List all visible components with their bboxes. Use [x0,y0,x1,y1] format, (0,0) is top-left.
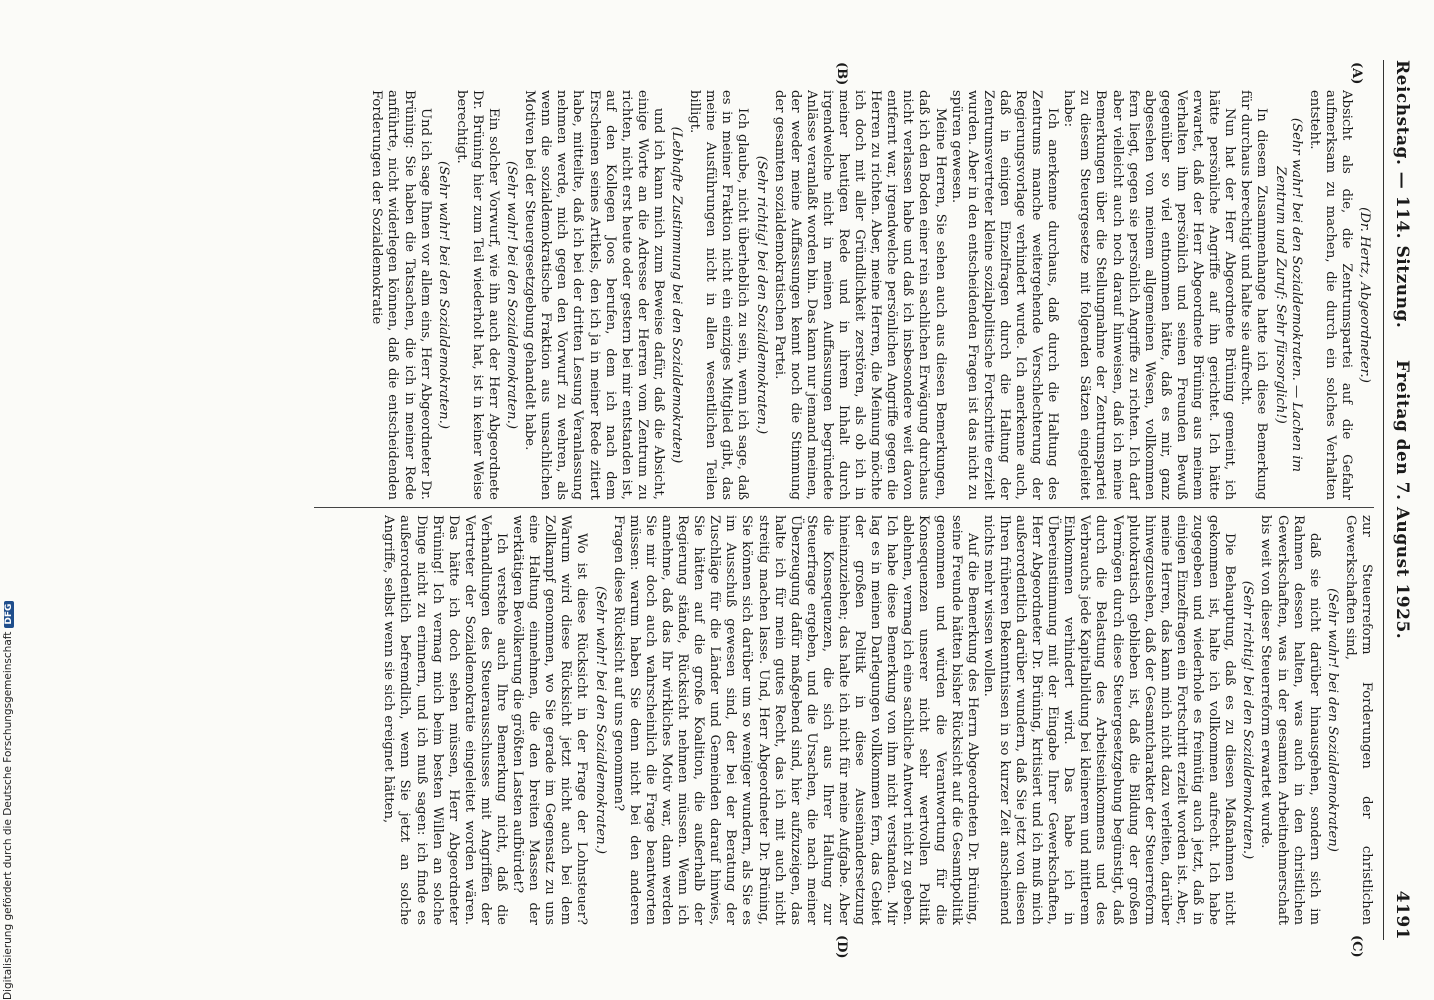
column-separator [314,507,1374,508]
interjection: (Sehr wahr! bei den Sozialdemokraten) [1324,588,1340,852]
margin-mark-c: (C) [1349,935,1364,958]
header-rule [1383,60,1384,940]
page-number: 4191 [1392,890,1412,940]
paragraph: Ich glaube, nicht überheblich zu sein, wenn ich sage, daß es in meiner Fraktion nicht ein einziges Mitglied gibt, das meine Ausführungen nicht in allen wesentlichen Teilen billigt. [687,90,751,500]
paragraph: Ich anerkenne durchaus, daß durch die Haltung des Zentrums manche weitergehende Verschlechterung der Regierungsvorlage verhindert wurde. Ich anerkenne auch, daß in einigen Einzelfragen durch die Haltung der Zentrumsvertreter kleine sozialpolitische Fortschritte erzielt wurden. Aber in den entscheidenden Fragen ist das nicht zu spüren gewesen. [948,90,1061,500]
paragraph: Die Behauptung, daß es zu diesen Maßnahmen nicht gekommen ist, halte ich vollkommen aufrecht. Ich habe zugegeben und wiederhole es freimütig auch jetzt, daß in einigen Einzelfragen ein Fortschritt erzielt worden ist. Aber, meine Herren, das kann mich nicht dazu verleiten, darüber hinwegzusehen, daß der Gesamtcharakter der Steuerreform plutokratisch geblieben ist, daß die Bildung der großen Vermögen durch diese Steuergesetzgebung begünstigt, daß durch die Belastung des Arbeitseinkommens und des Verbrauchs jede Kapitalbildung bei kleinerem und mittlerem Einkommen verhindert wird. Das habe ich in Übereinstimmung mit der Eingabe Ihrer Gewerkschaften, Herr Abgeordneter Dr. Brüning, kritisiert und ich muß mich außerordentlich darüber wundern, daß Sie jetzt von diesen Ihren früheren Bekenntnissen in so kurzer Zeit anscheinend nichts mehr wissen wollen. [980,515,1238,925]
interjection: (Sehr wahr! bei den Sozialdemokraten.) [504,161,520,429]
credit-text: Digitalisierung gefördert durch die Deutsche Forschungsgemeinschaft [2,631,14,1000]
paragraph: Meine Herren, Sie sehen auch aus diesen Bemerkungen, daß ich den Boden einer rein sachlichen Erwägung durchaus nicht verlassen habe und daß ich insbesondere weit davon entfernt war, irgendwelche persönlichen Angriffe gegen die Herren zu richten. Aber, meine Herren, die Meinung möchte ich doch mit aller Gründlichkeit zerstören, als ob ich in meiner heutigen Rede und in ihrem Inhalt durch irgendwelche nicht in meinen Auffassungen begründete Anlässe veranlaßt worden bin. Das kann nur jemand meinen, der weder meine Auffassungen kennt noch die Stimmung der gesamten sozialdemokratischen Partei. [771,90,948,500]
paragraph: Auf die Bemerkung des Herrn Abgeordneten Dr. Brüning, seine Freunde hätten bisher Rücksicht auf die Gesamtpolitik genommen und würden die Verantwortung für die Konsequenzen unserer nicht sehr wertvollen Politik ablehnen, vermag ich eine sachliche Antwort nicht zu geben. Ich habe diese Bemerkung von ihm nicht verstanden. Mir lag es in meinen Darlegungen vollkommen fern, das Gebiet der großen Politik in diese Auseinandersetzung hineinzuziehen; das halte ich nicht für meine Aufgabe. Aber die Konsequenzen, die sich aus Ihrer Haltung zur Steuerfrage ergeben, und die Ursachen, die nach meiner Überzeugung dafür maßgebend sind, hier aufzuzeigen, das halte ich für mein gutes Recht, das ich mit auch nicht streitig machen lasse. Und, Herr Abgeordneter Dr. Brüning, Sie können sich darüber um so weniger wundern, als Sie es im Ausschuß gewesen sind, der bei der Beratung der Zuschläge für die Länder und Gemeinden darauf hinwies, Sie hätten auf die große Koalition, die außerhalb der Regierung stände, Rücksicht nehmen müssen. Wenn ich annehme, daß das Ihr wirkliches Motiv war, dann werden Sie mir doch auch wahrscheinlich die Frage beantworten müssen: warum haben Sie denn nicht bei den anderen Fragen diese Rücksicht auf uns genommen? [610,515,980,925]
paragraph: und ich kann mich zum Beweise dafür, daß die Absicht, einige Worte an die Adresse der Herren vom Zentrum zu richten, nicht erst heute oder gestern bei mir entstanden ist, auf den Kollegen Joos berufen, dem ich nach dem Erscheinen seines Artikels, den ich ja in meiner Rede zitiert habe, mitteilte, daß ich bei der dritten Lesung Veranlassung nehmen werde, mich gegen den Vorwurf zu wehren, als wenn die sozialdemokratische Fraktion aus unsachlichen Motiven bei der Steuergesetzgebung gehandelt habe. [522,90,666,500]
interjection: (Sehr richtig! bei den Sozialdemokraten.) [753,155,769,435]
running-header [1382,60,1412,940]
paragraph: Wo ist diese Rücksicht in der Frage der Lohnsteuer? Warum wird diese Rücksicht jetzt nicht auch bei dem Zollkampf genommen, wo Sie gerade im Gegensatz zu uns eine Haltung einnehmen, die den breiten Massen der werktätigen Bevölkerung die größten Lasten aufbürdet? [510,515,590,925]
paragraph: Ein solcher Vorwurf, wie ihn auch der Herr Abgeordnete Dr. Brüning hier zum Teil wiederholt hat, ist in keiner Weise berechtigt. [453,90,502,500]
paragraph: Absicht als die, die Zentrumspartei auf die Gefahr aufmerksam zu machen, die durch ein solches Verhalten entsteht. [1306,90,1354,500]
interjection: (Sehr richtig! bei den Sozialdemokraten.) [1240,580,1256,860]
interjection: (Sehr wahr! bei den Sozialdemokraten. — Lachen im Zentrum und Zuruf: Sehr fürsorglich!) [1272,117,1304,473]
paragraph: Nun hat der Herr Abgeordnete Brüning gemeint, ich hätte persönliche Angriffe auf ihn gerichtet. Ich hätte erwartet, daß der Herr Abgeordnete Brüning aus meinem Verhalten ihm persönlich und seinen Freunden Bewuß gegenüber so viel entnommen hätte, daß es mir, ganz abgesehen von meinem allgemeinen Wesen, vollkommen fern liegt, gegen sie persönlich Angriffe zu richten. Ich darf aber vielleicht auch noch darauf hinweisen, daß ich meine Bemerkungen über die Stellungnahme der Zentrumspartei zu diesem Steuergesetze mit folgenden Sätzen eingeleitet habe: [1061,90,1238,500]
left-column [314,90,1374,500]
dfg-logo: DFG [4,601,14,628]
paragraph: In diesem Zusammenhange hatte ich diese Bemerkung für durchaus berechtigt und halte sie aufrecht. [1238,90,1270,500]
margin-mark-b: (B) [834,62,849,86]
speaker-label: (Dr. Hertz, Abgeordneter.) [1357,207,1372,383]
header-left: Reichstag. — 114. Sitzung. [1392,60,1412,329]
margin-mark-d: (D) [834,935,849,959]
paragraph: zur Steuerreform Forderungen der christlichen Gewerkschaften sind, [1342,515,1374,925]
header-center: Freitag den 7. August 1925. [1392,360,1412,640]
right-column [314,515,1374,925]
interjection: (Lebhafte Zustimmung bei den Sozialdemokraten) [669,126,685,464]
paragraph: daß sie nicht darüber hinausgehen, sondern sich im Rahmen dessen halten, was auch in den christlichen Gewerkschaften, was in der gesamten Arbeitnehmerschaft bis weit von dieser Steuerreform erwartet wurde. [1258,515,1322,925]
paragraph: Und ich sage Ihnen vor allem eins, Herr Abgeordneter Dr. Brüning: Sie haben die Tatsachen, die ich in meiner Rede anführte, nicht widerlegen können, daß die entscheidenden Forderungen der Sozialdemokratie [369,90,433,500]
interjection: (Sehr wahr! bei den Sozialdemokraten.) [592,586,608,854]
digitization-credit [2,601,14,1000]
paragraph: Ich verstehe auch Ihre Bemerkung nicht, daß die Verhandlungen des Steuerausschusses mit Angriffen der Vertreter der Sozialdemokratie eingeleitet worden wären. Das hätte ich doch sehen müssen, Herr Abgeordneter Brüning! Ich vermag mich beim besten Willen an solche Dinge nicht zu erinnern, und ich muß sagen: ich finde es außerordentlich befremdlich, wenn Sie jetzt an solche Angriffe, selbst wenn sie sich ereignet hätten, [381,515,510,925]
interjection: (Sehr wahr! bei den Sozialdemokraten.) [435,161,451,429]
margin-mark-a: (A) [1349,62,1364,85]
